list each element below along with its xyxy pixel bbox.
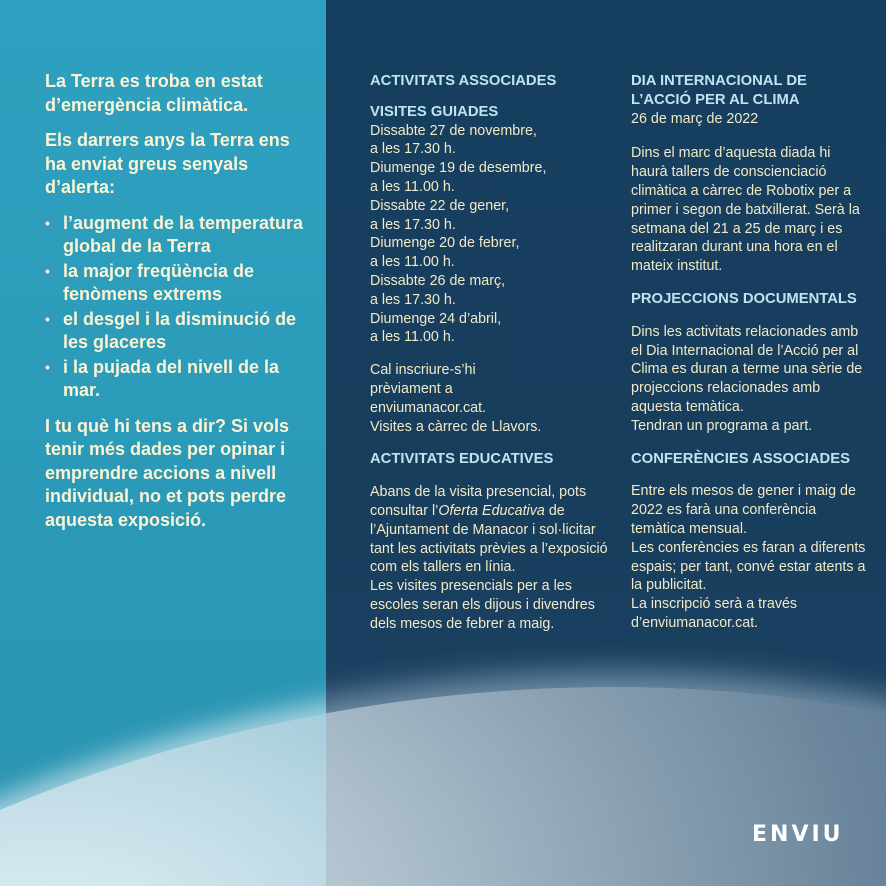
activities-column xyxy=(370,72,610,634)
climate-day-date: 26 de març de 2022 xyxy=(631,110,759,127)
closing-text: I tu què hi tens a dir? Si vols tenir més dades per opinar i emprendre accions a nivell individual, no et pots perdre aquesta exposició. xyxy=(45,415,290,530)
visit-line: a les 17.30 h. xyxy=(370,216,456,233)
conferences-text-3: La inscripció serà a través d’enviumanacor.cat. xyxy=(631,596,798,631)
visits-list xyxy=(370,122,610,348)
activities-heading: ACTIVITATS ASSOCIADES xyxy=(370,73,557,89)
conferences-text-2: Les conferències es faran a diferents espais; per tant, convé estar atents a la publicitat. xyxy=(631,539,866,594)
visit-line: Diumenge 19 de desembre, xyxy=(370,160,547,177)
list-item: • l’augment de la temperatura global de la Terra xyxy=(45,212,310,259)
projections-text-2: Tendran un programa a part. xyxy=(631,417,813,434)
signals-list xyxy=(45,212,310,403)
left-text xyxy=(45,70,310,544)
climate-day-text: Dins el marc d’aquesta diada hi haurà tallers de conscienciació climàtica a càrrec de Robotix per a primer i segon de batxillerat. Serà la setmana del 21 a 25 de març i es realitzaran durant una hora en el mateix institut. xyxy=(631,145,860,275)
edu-text-b: de l’Ajuntament de Manacor i sol·licitar tant les activitats prèvies a l’exposició com els tallers en línia. xyxy=(370,502,608,576)
projections-text: Dins les activitats relacionades amb el Dia Internacional de l’Acció per al Clima es duran a terme una sèrie de projeccions relacionades amb aquesta temàtica. xyxy=(631,323,863,415)
visit-line: Diumenge 24 d’abril, xyxy=(370,310,502,327)
edu-heading: ACTIVITATS EDUCATIVES xyxy=(370,451,554,468)
edu-paragraph xyxy=(370,483,610,577)
signals-text: Els darrers anys la Terra ens ha enviat greus senyals d’alerta: xyxy=(45,130,290,197)
register-line: prèviament a xyxy=(370,380,453,397)
visit-line: a les 11.00 h. xyxy=(370,329,455,346)
earth-image-left xyxy=(0,558,326,886)
visit-line: a les 17.30 h. xyxy=(370,141,456,158)
visit-line: Diumenge 20 de febrer, xyxy=(370,235,520,252)
register-info xyxy=(370,361,610,436)
conferences-heading: CONFERÈNCIES ASSOCIADES xyxy=(631,450,850,467)
projections-heading: PROJECCIONS DOCUMENTALS xyxy=(631,290,857,307)
climate-day-heading: DIA INTERNACIONAL DE L’ACCIÓ PER AL CLIMA xyxy=(631,73,807,108)
visit-line: Dissabte 26 de març, xyxy=(370,272,506,289)
visit-line: a les 11.00 h. xyxy=(370,178,455,195)
edu-paragraph-2: Les visites presencials per a les escoles seran els dijous i divendres dels mesos de febrer a maig. xyxy=(370,578,595,632)
visit-line: a les 11.00 h. xyxy=(370,254,455,271)
register-line: enviumanacor.cat. xyxy=(370,399,487,416)
edu-text-a: Abans de la visita presencial, pots consultar l’ xyxy=(370,484,587,519)
climate-day-column xyxy=(631,72,866,633)
enviu-logo: ENVIU xyxy=(752,822,844,847)
register-line: Visites a càrrec de Llavors. xyxy=(370,418,542,435)
list-item: • el desgel i la disminució de les glaceres xyxy=(45,308,310,355)
edu-offer-title: Oferta Educativa xyxy=(438,502,545,519)
register-line: Cal inscriure-s’hi xyxy=(370,362,476,379)
intro-text: La Terra es troba en estat d’emergència climàtica. xyxy=(45,71,263,115)
conferences-text-1: Entre els mesos de gener i maig de 2022 es farà una conferència temàtica mensual. xyxy=(631,483,856,537)
list-item: • i la pujada del nivell de la mar. xyxy=(45,356,310,403)
list-item: • la major freqüència de fenòmens extrems xyxy=(45,260,310,307)
visit-line: Dissabte 22 de gener, xyxy=(370,197,510,214)
visit-line: Dissabte 27 de novembre, xyxy=(370,122,537,139)
visit-line: a les 17.30 h. xyxy=(370,291,456,308)
visits-heading: VISITES GUIADES xyxy=(370,103,499,120)
